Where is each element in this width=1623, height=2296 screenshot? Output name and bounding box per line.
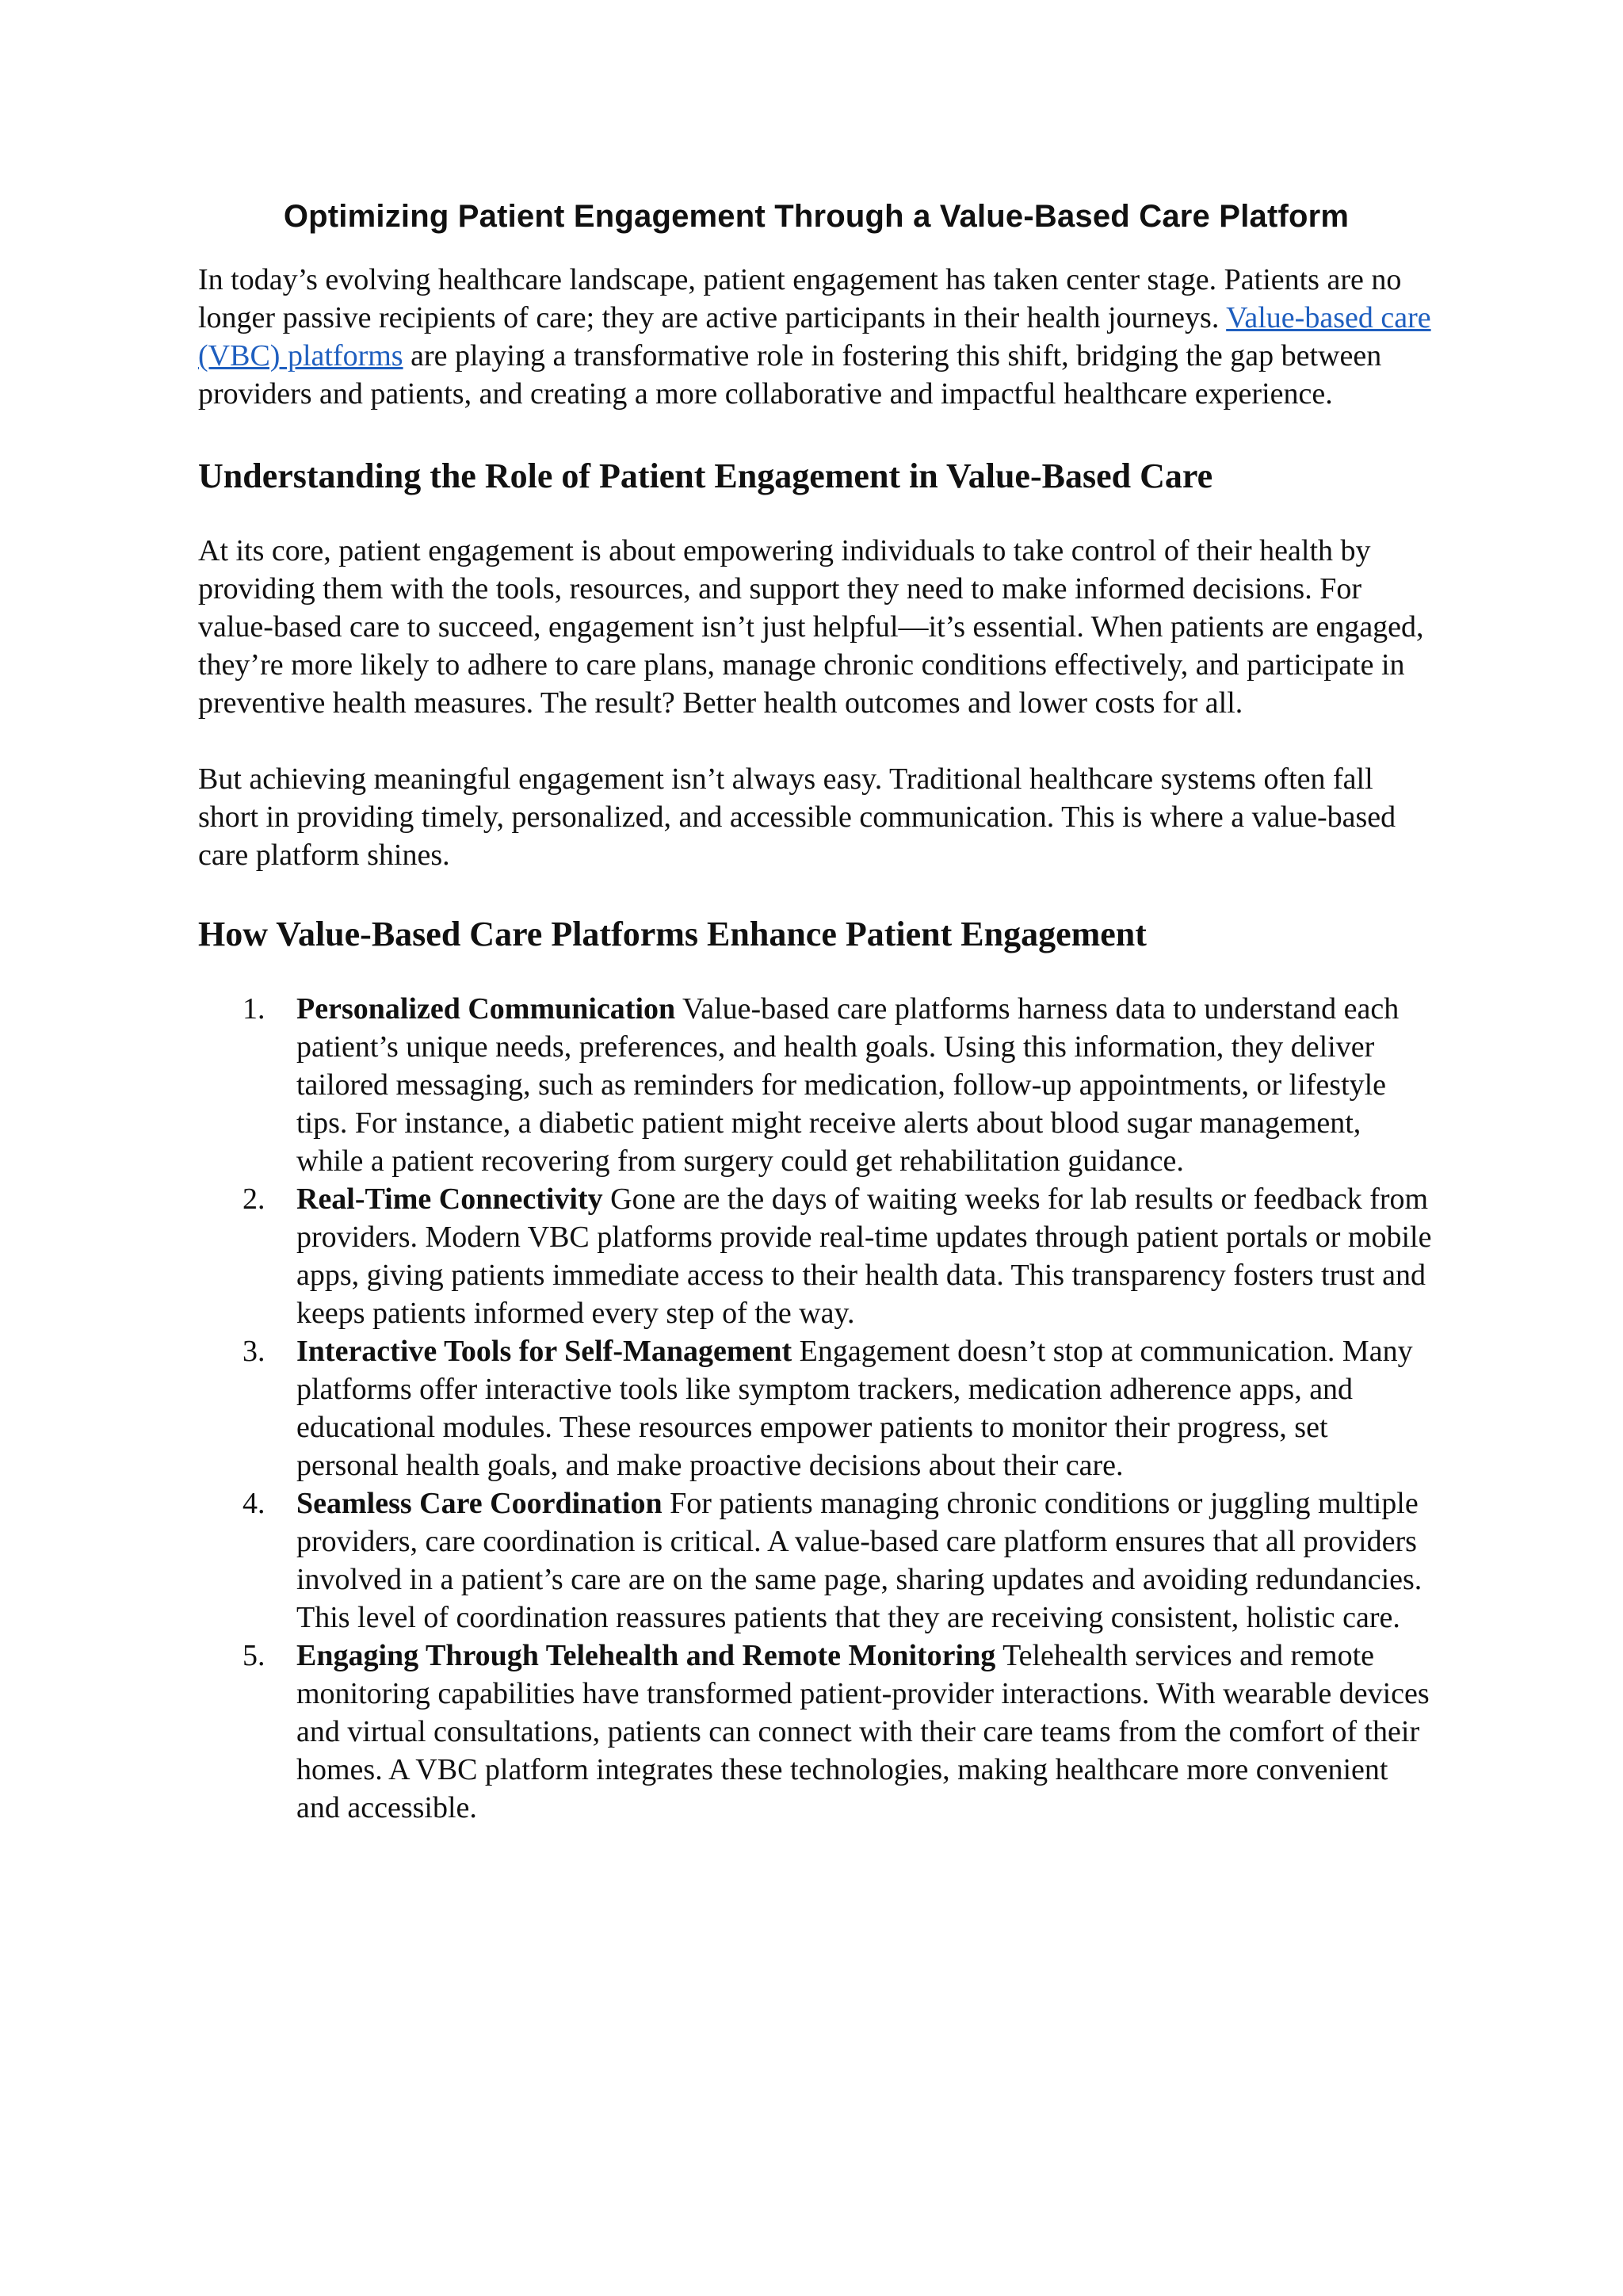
list-item-text: Telehealth services and remote monitoring capabilities have transformed patient-provider interactions. With wearable devices and virtual consultations, patients can connect with their care teams from the comfort of their homes. A VBC platform integrates these technologies, making healthcare more convenient and accessible. bbox=[296, 1639, 1430, 1824]
vbc-platforms-link[interactable]: Value-based care (VBC) platforms bbox=[198, 301, 1431, 372]
list-item-personalized-communication bbox=[198, 990, 1434, 1180]
list-item-text: Engagement doesn’t stop at communication. Many platforms offer interactive tools like symptom trackers, medication adherence apps, and educational modules. These resources empower patients to monitor their progress, set personal health goals, and make proactive decisions about their care. bbox=[296, 1335, 1413, 1482]
section1-paragraph-2: But achieving meaningful engagement isn’t always easy. Traditional healthcare systems often fall short in providing timely, personalized, and accessible communication. This is where a value-based care platform shines. bbox=[198, 762, 1396, 872]
list-item-term: Seamless Care Coordination bbox=[296, 1487, 663, 1520]
list-item-telehealth bbox=[198, 1637, 1434, 1827]
list-item-text: For patients managing chronic conditions or juggling multiple providers, care coordination is critical. A value-based care platform ensures that all providers involved in a patient’s care are on the same page, sharing updates and avoiding redundancies. This level of coordination reassures patients that they are receiving consistent, holistic care. bbox=[296, 1487, 1423, 1634]
section1-paragraph-1: At its core, patient engagement is about empowering individuals to take control of their health by providing them with the tools, resources, and support they need to make informed decisions. For value-based care to succeed, engagement isn’t just helpful—it’s essential. When patients are engaged, they’re more likely to adhere to care plans, manage chronic conditions effectively, and participate in preventive health measures. The result? Better health outcomes and lower costs for all. bbox=[198, 534, 1424, 720]
intro-paragraph bbox=[198, 261, 1434, 413]
list-item-term: Personalized Communication bbox=[296, 992, 676, 1026]
section-heading-enhance: How Value-Based Care Platforms Enhance Patient Engagement bbox=[198, 915, 1147, 953]
document-title: Optimizing Patient Engagement Through a Value-Based Care Platform bbox=[283, 199, 1350, 234]
list-item-number: 2. bbox=[242, 1182, 265, 1216]
intro-text-before-link: In today’s evolving healthcare landscape, patient engagement has taken center stage. Patients are no longer passive recipients of care; they are active participants in their health journeys. bbox=[198, 263, 1402, 334]
list-item-term: Engaging Through Telehealth and Remote Monitoring bbox=[296, 1639, 996, 1672]
list-item-care-coordination bbox=[198, 1484, 1434, 1637]
list-item-text: Gone are the days of waiting weeks for lab results or feedback from providers. Modern VBC platforms provide real-time updates through patient portals or mobile apps, giving patients immediate access to their health data. This transparency fosters trust and keeps patients informed every step of the way. bbox=[296, 1182, 1432, 1330]
list-item-number: 1. bbox=[242, 992, 265, 1026]
section-heading-role: Understanding the Role of Patient Engagement in Value-Based Care bbox=[198, 457, 1213, 495]
list-item-term: Real-Time Connectivity bbox=[296, 1182, 603, 1216]
list-item-real-time-connectivity bbox=[198, 1180, 1434, 1332]
list-item-number: 4. bbox=[242, 1487, 265, 1520]
list-item-term: Interactive Tools for Self-Management bbox=[296, 1335, 792, 1368]
list-item-text: Value-based care platforms harness data to understand each patient’s unique needs, preferences, and health goals. Using this information, they deliver tailored messaging, such as reminders for medication, follow-up appointments, or lifestyle tips. For instance, a diabetic patient might receive alerts about blood sugar management, while a patient recovering from surgery could get rehabilitation guidance. bbox=[296, 992, 1400, 1178]
list-item-number: 5. bbox=[242, 1639, 265, 1672]
document-page bbox=[198, 194, 1434, 1827]
list-item-number: 3. bbox=[242, 1335, 265, 1368]
intro-text-after-link: are playing a transformative role in fostering this shift, bridging the gap between providers and patients, and creating a more collaborative and impactful healthcare experience. bbox=[198, 339, 1382, 411]
feature-list bbox=[198, 990, 1434, 1827]
list-item-interactive-tools bbox=[198, 1332, 1434, 1484]
